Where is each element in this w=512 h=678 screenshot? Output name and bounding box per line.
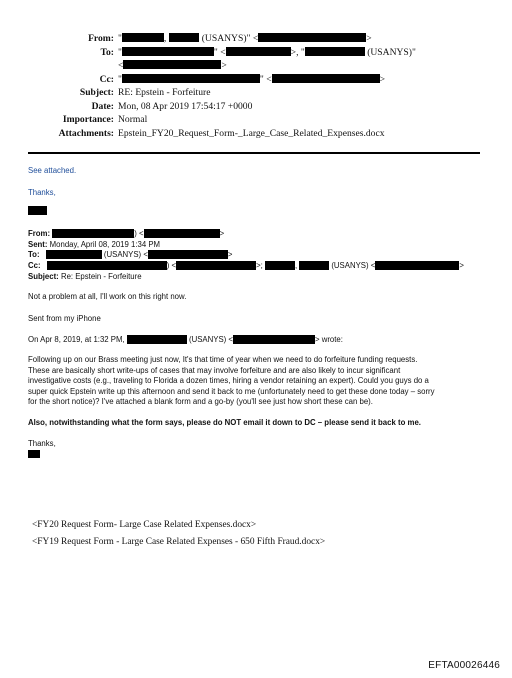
bates-number: EFTA00026446 xyxy=(428,660,500,671)
email-header xyxy=(28,33,488,141)
subject-value: RE: Epstein - Forfeiture xyxy=(118,87,211,98)
importance-value: Normal xyxy=(118,114,148,125)
attachment-2[interactable]: <FY19 Request Form - Large Case Related Expenses - 650 Fifth Fraud.docx> xyxy=(32,537,326,547)
redaction xyxy=(122,47,214,56)
redaction xyxy=(226,47,291,56)
redaction xyxy=(122,74,260,83)
redacted-signature xyxy=(28,450,40,458)
quoted-thanks: Thanks, xyxy=(28,438,56,448)
from-label: From: xyxy=(88,33,114,44)
attachments-value: Epstein_FY20_Request_Form-_Large_Case_Related_Expenses.docx xyxy=(118,127,385,139)
header-subject-row xyxy=(28,87,488,101)
reply-line-2: Thanks, xyxy=(28,187,56,197)
redaction xyxy=(123,60,221,69)
header-to-row: To: " " < >, " (USANYS)" xyxy=(100,46,416,58)
to-label: To: xyxy=(100,46,114,58)
redacted-signature xyxy=(28,206,47,215)
quoted-intro: On Apr 8, 2019, at 1:32 PM, (USANYS) < > wrote: xyxy=(28,335,343,345)
redaction xyxy=(47,261,167,270)
cc-label: Cc: xyxy=(99,73,114,85)
importance-label: Importance: xyxy=(62,114,114,125)
redaction xyxy=(265,261,295,270)
quoted-from-row: From: ) < > xyxy=(28,229,225,239)
redaction xyxy=(272,74,380,83)
redaction xyxy=(258,33,366,42)
redaction xyxy=(122,33,164,42)
subject-label: Subject: xyxy=(79,87,114,98)
date-label: Date: xyxy=(91,100,114,112)
header-divider xyxy=(28,152,480,154)
redaction xyxy=(176,261,256,270)
redaction xyxy=(144,229,220,238)
header-date-row xyxy=(28,101,488,115)
attachment-1[interactable]: <FY20 Request Form- Large Case Related Expenses.docx> xyxy=(32,520,257,530)
quoted-subject-row: Subject: Re: Epstein - Forfeiture xyxy=(28,271,142,281)
redaction xyxy=(233,335,315,344)
date-value: Mon, 08 Apr 2019 17:54:17 +0000 xyxy=(118,100,253,112)
redaction xyxy=(375,261,459,270)
header-from-row: From: " , (USANYS)" < > xyxy=(88,33,372,44)
attachments-label: Attachments: xyxy=(58,127,114,139)
redaction xyxy=(148,250,228,259)
quoted-body-2: Sent from my iPhone xyxy=(28,313,101,323)
quoted-paragraph-2: Also, notwithstanding what the form says, please do NOT email it down to DC – please send it back to me. xyxy=(28,418,421,427)
quoted-body-1: Not a problem at all, I'll work on this right now. xyxy=(28,292,187,302)
header-cc-row: Cc: " " < > xyxy=(99,73,386,85)
header-importance-row xyxy=(28,114,488,128)
reply-line-1: See attached. xyxy=(28,166,77,175)
header-to-row-2: < > xyxy=(118,60,227,71)
redaction xyxy=(46,250,102,259)
redaction xyxy=(169,33,199,42)
redaction xyxy=(127,335,187,344)
redaction xyxy=(305,47,365,56)
quoted-sent-row: Sent: Monday, April 08, 2019 1:34 PM xyxy=(28,239,161,249)
quoted-to-row: To: (USANYS) < > xyxy=(28,250,233,260)
email-body xyxy=(28,166,484,460)
redaction xyxy=(299,261,329,270)
quoted-paragraph-1: Following up on our Brass meeting just now, It's that time of year when we need to do forfeiture funding requests. These are basically short write-ups of cases that may involve forfeiture and are also likely to incur significant investigative costs (e.g., traveling to Florida a dozen times, hiring a vendor retaining an expert). Could you guys do a super quick Epstein write up this afternoon and send it back to me (unfortunately need to get these done today – sorry for the short notice)? I've attached a blank form and a go-by (you'll see just how short these can be). xyxy=(28,355,435,407)
header-attachments-row xyxy=(28,128,488,142)
quoted-cc-row: Cc: ) < >; , (USANYS) < > xyxy=(28,261,464,271)
redaction xyxy=(52,229,134,238)
